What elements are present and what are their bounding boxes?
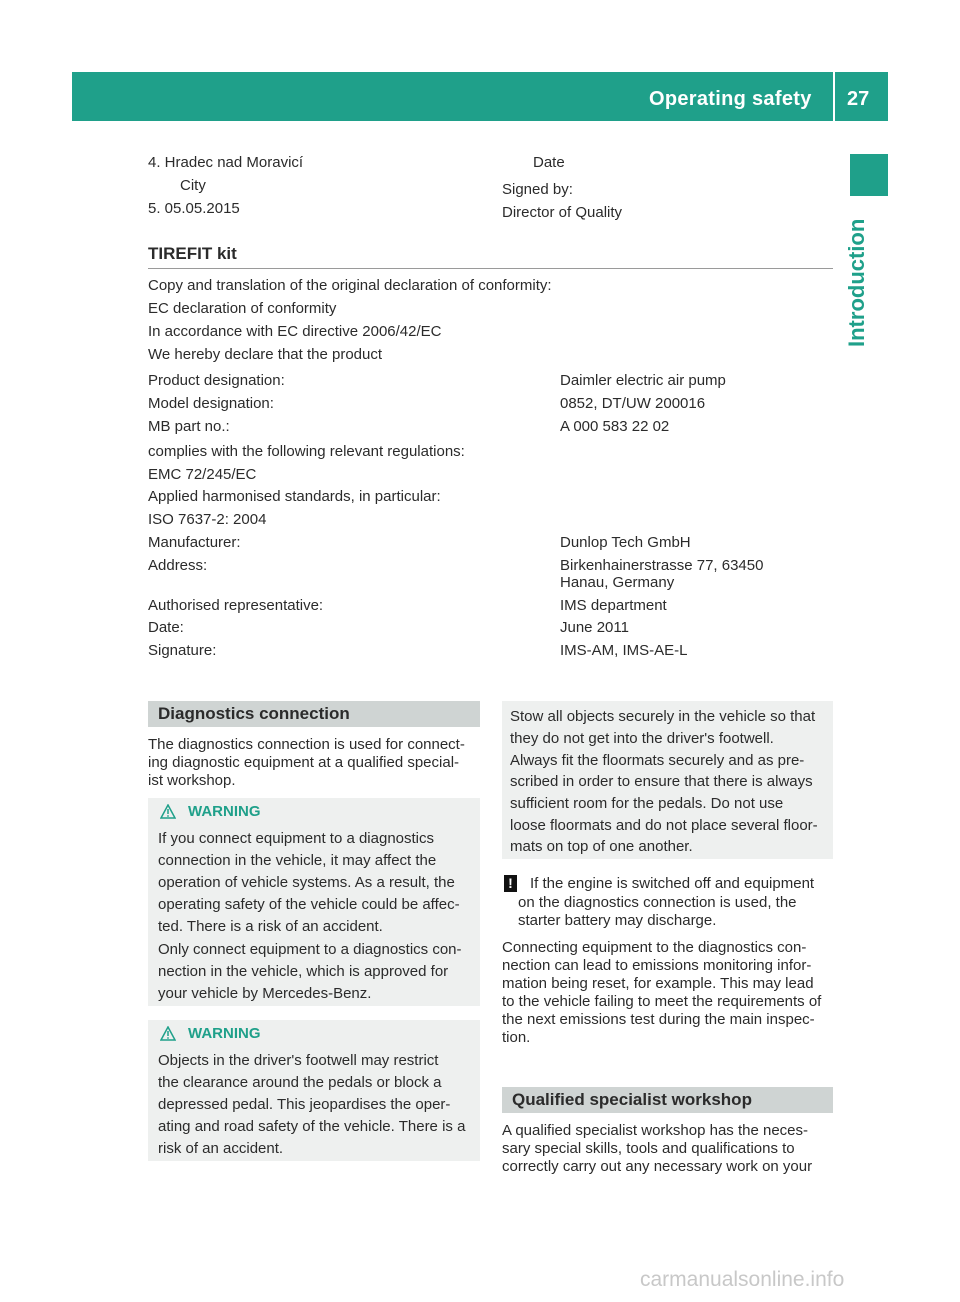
manufacturer-label: Manufacturer:	[148, 534, 241, 551]
side-tab-marker	[850, 154, 888, 196]
signature-label: Signature:	[148, 642, 217, 659]
note-line-3: starter battery may discharge.	[518, 912, 717, 929]
warning-1-title: WARNING	[188, 803, 261, 820]
header-divider	[833, 72, 835, 121]
top-item-city: City	[180, 177, 206, 194]
workshop-line-2: sary special skills, tools and qualifications to	[502, 1140, 795, 1157]
warning-2-title: WARNING	[188, 1025, 261, 1042]
top-item-4: 4. Hradec nad Moravicí	[148, 154, 304, 171]
authorised-rep-value: IMS department	[560, 597, 667, 614]
warning-1-line-4: operating safety of the vehicle could be affec-	[158, 896, 460, 913]
warning-1-line-8: your vehicle by Mercedes-Benz.	[158, 985, 372, 1002]
side-chapter-label: Introduction	[844, 218, 869, 347]
regs-3: Applied harmonised standards, in particular:	[148, 488, 441, 505]
top-signed-by: Signed by:	[502, 181, 573, 198]
emissions-line-5: the next emissions test during the main inspec-	[502, 1011, 815, 1028]
warning-2-line-2: the clearance around the pedals or block a	[158, 1074, 442, 1091]
continuation-line-7: mats on top of one another.	[510, 838, 693, 855]
warning-2-line-3: depressed pedal. This jeopardises the oper-	[158, 1096, 451, 1113]
continuation-line-6: loose floormats and do not place several floor-	[510, 817, 818, 834]
product-designation-label: Product designation:	[148, 372, 285, 389]
warning-2-line-5: risk of an accident.	[158, 1140, 284, 1157]
workshop-heading: Qualified specialist workshop	[502, 1087, 833, 1113]
watermark: carmanualsonline.info	[640, 1268, 845, 1291]
warning-1-line-1: If you connect equipment to a diagnostics	[158, 830, 435, 847]
continuation-line-4: scribed in order to ensure that there is always	[510, 773, 813, 790]
tirefit-intro-3: In accordance with EC directive 2006/42/EC	[148, 323, 442, 340]
model-designation-label: Model designation:	[148, 395, 274, 412]
regs-4: ISO 7637-2: 2004	[148, 511, 267, 528]
warning-2-line-4: ating and road safety of the vehicle. There is a	[158, 1118, 466, 1135]
authorised-rep-label: Authorised representative:	[148, 597, 324, 614]
date-value: June 2011	[560, 619, 629, 636]
workshop-line-1: A qualified specialist workshop has the neces-	[502, 1122, 809, 1139]
warning-2-line-1: Objects in the driver's footwell may restrict	[158, 1052, 439, 1069]
date-label: Date:	[148, 619, 184, 636]
page-section-title: Operating safety	[649, 88, 812, 110]
tirefit-intro-1: Copy and translation of the original declaration of conformity:	[148, 277, 552, 294]
continuation-line-1: Stow all objects securely in the vehicle so that	[510, 708, 816, 725]
tirefit-rule	[148, 268, 833, 269]
top-date-label: Date	[533, 154, 565, 171]
address-value-1: Birkenhainerstrasse 77, 63450	[560, 557, 764, 574]
continuation-line-2: they do not get into the driver's footwell.	[510, 730, 774, 747]
exclamation-icon: !	[504, 875, 517, 892]
tirefit-intro-4: We hereby declare that the product	[148, 346, 383, 363]
warning-1-line-5: ted. There is a risk of an accident.	[158, 918, 383, 935]
top-item-5: 5. 05.05.2015	[148, 200, 240, 217]
address-label: Address:	[148, 557, 208, 574]
continuation-line-5: sufficient room for the pedals. Do not use	[510, 795, 784, 812]
note-line-1: If the engine is switched off and equipment	[530, 875, 815, 892]
mb-part-label: MB part no.:	[148, 418, 230, 435]
warning-1-line-3: operation of vehicle systems. As a result, the	[158, 874, 455, 891]
diag-intro-1: The diagnostics connection is used for connect-	[148, 736, 465, 753]
tirefit-intro-2: EC declaration of conformity	[148, 300, 337, 317]
emissions-line-3: mation being reset, for example. This may lead	[502, 975, 814, 992]
manufacturer-value: Dunlop Tech GmbH	[560, 534, 691, 551]
warning-triangle-icon	[160, 804, 176, 819]
address-value-2: Hanau, Germany	[560, 574, 675, 591]
warning-triangle-icon	[160, 1026, 176, 1041]
diagnostics-heading: Diagnostics connection	[148, 701, 480, 727]
workshop-line-3: correctly carry out any necessary work on your	[502, 1158, 813, 1175]
signature-value: IMS-AM, IMS-AE-L	[560, 642, 688, 659]
note-line-2: on the diagnostics connection is used, the	[518, 894, 797, 911]
emissions-line-2: nection can lead to emissions monitoring infor-	[502, 957, 812, 974]
warning-1-line-2: connection in the vehicle, it may affect the	[158, 852, 437, 869]
page-number: 27	[847, 88, 870, 110]
model-designation-value: 0852, DT/UW 200016	[560, 395, 706, 412]
regs-2: EMC 72/245/EC	[148, 466, 257, 483]
top-director: Director of Quality	[502, 204, 623, 221]
emissions-line-6: tion.	[502, 1029, 531, 1046]
warning-1-line-7: nection in the vehicle, which is approved for	[158, 963, 449, 980]
product-designation-value: Daimler electric air pump	[560, 372, 726, 389]
warning-1-line-6: Only connect equipment to a diagnostics con-	[158, 941, 462, 958]
mb-part-value: A 000 583 22 02	[560, 418, 670, 435]
emissions-line-1: Connecting equipment to the diagnostics con-	[502, 939, 807, 956]
emissions-line-4: to the vehicle failing to meet the requirements of	[502, 993, 822, 1010]
regs-1: complies with the following relevant regulations:	[148, 443, 465, 460]
diag-intro-3: ist workshop.	[148, 772, 236, 789]
continuation-line-3: Always fit the floormats securely and as pre-	[510, 752, 805, 769]
tirefit-heading: TIREFIT kit	[148, 244, 237, 263]
diag-intro-2: ing diagnostic equipment at a qualified special-	[148, 754, 460, 771]
